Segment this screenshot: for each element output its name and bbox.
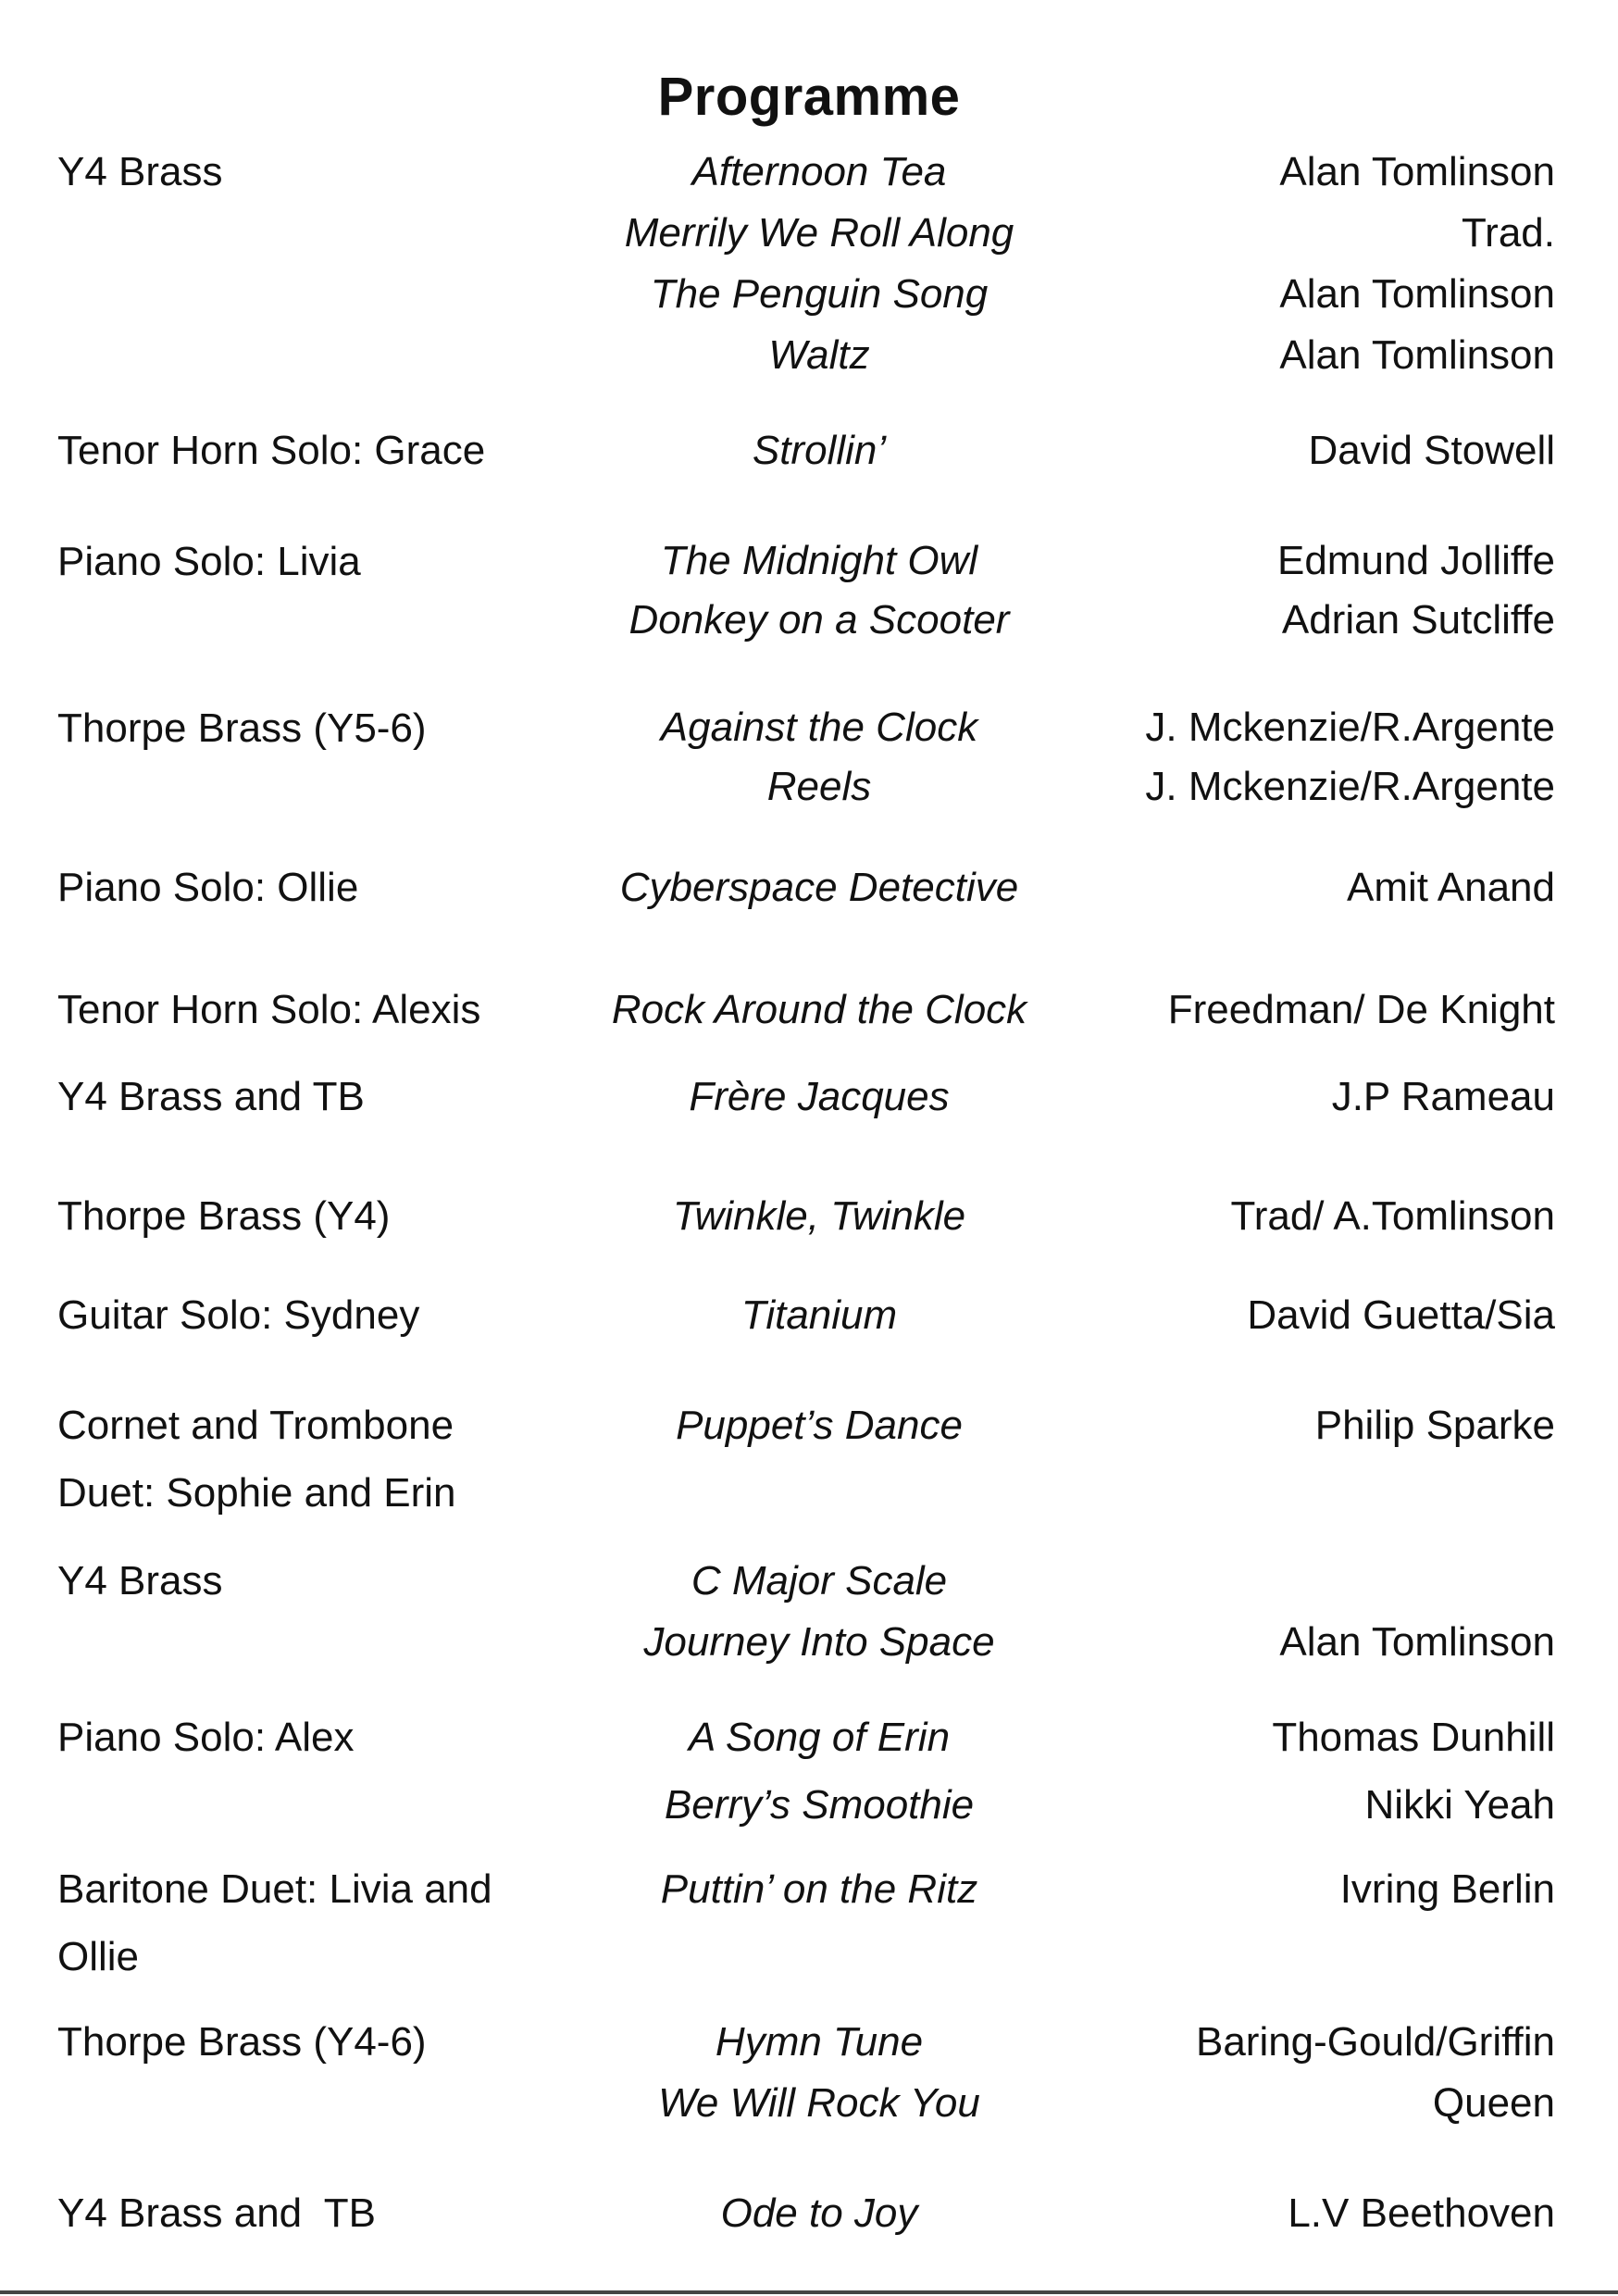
composers (1000, 142, 1555, 386)
composer-name: Alan Tomlinson (1279, 271, 1555, 317)
performer-line: Thorpe Brass (Y5-6) (57, 705, 427, 751)
piece-title: Afternoon Tea (691, 149, 947, 194)
composer-name: Thomas Dunhill (1272, 1715, 1555, 1760)
composer-name: Ivring Berlin (1339, 1866, 1555, 1912)
performer (57, 1186, 557, 1247)
page-title: Programme (657, 67, 961, 127)
performer-line: Piano Solo: Livia (57, 539, 361, 584)
performer-line: Y4 Brass and TB (57, 1074, 365, 1119)
piece-title: Twinkle, Twinkle (672, 1193, 966, 1239)
performer (57, 1855, 557, 1990)
performer-line: Guitar Solo: Sydney (57, 1292, 420, 1338)
composer-name: Nikki Yeah (1364, 1782, 1555, 1828)
piece-title: Waltz (768, 332, 870, 378)
piece-title: C Major Scale (691, 1558, 948, 1603)
performer-line: Baritone Duet: Livia and (57, 1866, 492, 1912)
performer-line: Thorpe Brass (Y4-6) (57, 2019, 427, 2065)
composer-name: Baring-Gould/Griffin (1195, 2019, 1555, 2065)
performer (57, 2183, 557, 2244)
composer-name: Alan Tomlinson (1279, 149, 1555, 194)
performer (57, 1285, 557, 1346)
performer (57, 980, 557, 1041)
bottom-border (0, 2290, 1618, 2294)
performer (57, 1067, 557, 1128)
piece-title: The Penguin Song (650, 271, 989, 317)
piece-title: Berry’s Smoothie (664, 1782, 975, 1828)
composers (1000, 531, 1555, 650)
performer-line: Y4 Brass (57, 149, 223, 194)
composers (1000, 1067, 1555, 1128)
composer-name: J. Mckenzie/R.Argente (1145, 764, 1555, 809)
composer-name: L.V Beethoven (1288, 2190, 1555, 2236)
composer-name: Freedman/ De Knight (1167, 987, 1555, 1032)
piece-title: Hymn Tune (715, 2019, 924, 2065)
composers (1000, 1285, 1555, 1346)
performer-line: Tenor Horn Solo: Alexis (57, 987, 481, 1032)
composer-name: Trad. (1461, 210, 1555, 256)
composers (1000, 698, 1555, 817)
composer-name: Amit Anand (1346, 865, 1555, 910)
piece-title: Against the Clock (660, 705, 978, 750)
composer-name: David Guetta/Sia (1247, 1292, 1555, 1338)
performer-line: Ollie (57, 1934, 140, 1979)
performer-line: Piano Solo: Ollie (57, 865, 359, 910)
piece-title: The Midnight Owl (660, 538, 978, 583)
composers (1000, 1391, 1555, 1459)
piece-title: A Song of Erin (688, 1715, 951, 1760)
composer-name: Edmund Jolliffe (1276, 538, 1555, 583)
performer-line: Piano Solo: Alex (57, 1715, 355, 1760)
composers (1000, 420, 1555, 481)
piece-title: Ode to Joy (720, 2190, 918, 2236)
performer-line: Y4 Brass and TB (57, 2190, 377, 2236)
piece-title: Merrily We Roll Along (624, 210, 1014, 256)
performer-line: Cornet and Trombone (57, 1403, 454, 1448)
composers (1000, 980, 1555, 1041)
piece-title: Rock Around the Clock (611, 987, 1027, 1032)
composers (1000, 1186, 1555, 1247)
performer-line: Duet: Sophie and Erin (57, 1470, 456, 1516)
piece-title: We Will Rock You (658, 2080, 980, 2126)
piece-title: Journey Into Space (643, 1619, 995, 1665)
performer-line: Y4 Brass (57, 1558, 223, 1603)
performer (57, 1703, 557, 1771)
composer-name: Alan Tomlinson (1279, 1619, 1555, 1665)
piece-title: Titanium (741, 1292, 898, 1338)
performer (57, 2012, 557, 2073)
piece-title: Frère Jacques (689, 1074, 950, 1119)
composer-name: Philip Sparke (1314, 1403, 1555, 1448)
composer-name: Queen (1432, 2080, 1555, 2126)
performer (57, 420, 557, 481)
composer-name (1000, 1551, 1555, 1612)
composer-name: Alan Tomlinson (1279, 332, 1555, 378)
composers (1000, 1703, 1555, 1839)
performer (57, 698, 557, 759)
composers (1000, 2183, 1555, 2244)
piece-title: Donkey on a Scooter (629, 597, 1010, 643)
performer-line: Thorpe Brass (Y4) (57, 1193, 391, 1239)
composer-name: J. Mckenzie/R.Argente (1145, 705, 1555, 750)
piece-title: Strollin’ (752, 428, 887, 473)
composers (1000, 1855, 1555, 1923)
composers (1000, 857, 1555, 918)
performer (57, 1551, 557, 1612)
piece-title: Cyberspace Detective (619, 865, 1019, 910)
performer (57, 1391, 557, 1527)
performer (57, 531, 557, 593)
piece-title: Puppet’s Dance (676, 1403, 963, 1448)
piece-title: Puttin’ on the Ritz (660, 1866, 978, 1912)
composer-name: David Stowell (1308, 428, 1555, 473)
composer-name: Adrian Sutcliffe (1281, 597, 1555, 643)
piece-title: Reels (766, 764, 872, 809)
composers (1000, 1551, 1555, 1673)
performer (57, 857, 557, 918)
performer (57, 142, 557, 203)
composer-name: J.P Rameau (1331, 1074, 1555, 1119)
composers (1000, 2012, 1555, 2134)
composer-name: Trad/ A.Tomlinson (1230, 1193, 1555, 1239)
performer-line: Tenor Horn Solo: Grace (57, 428, 486, 473)
